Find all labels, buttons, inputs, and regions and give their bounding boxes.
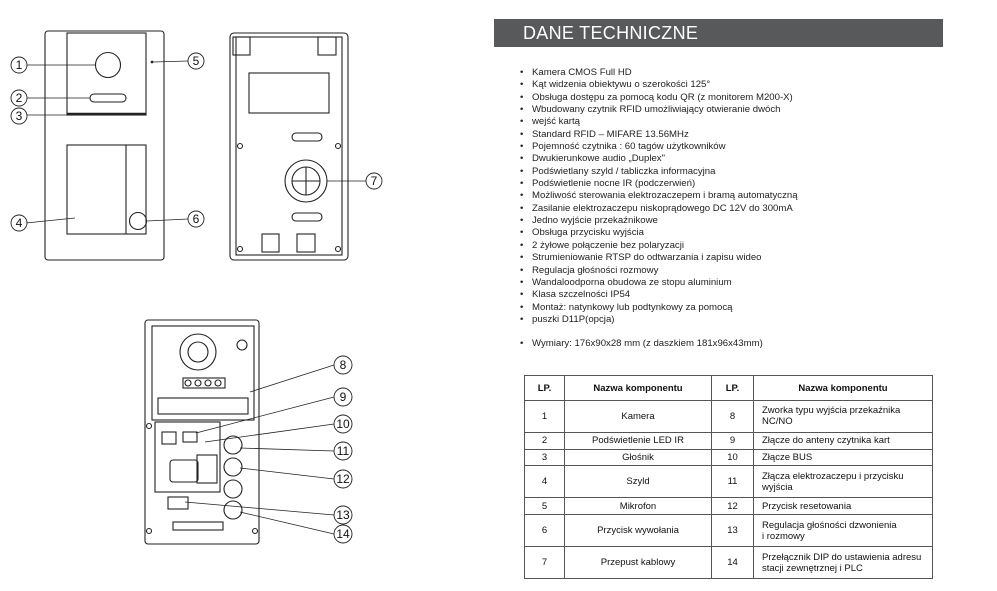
spec-item: • Dwukierunkowe audio „Duplex" — [520, 153, 940, 165]
table-header-row — [525, 376, 933, 401]
table-cell-component: Złącze do anteny czytnika kart — [754, 432, 933, 449]
table-cell-number: 7 — [525, 547, 565, 579]
column-header-lp: LP. — [712, 376, 754, 401]
table-cell-number: 9 — [712, 432, 754, 449]
table-cell-component: Podświetlenie LED IR — [565, 432, 712, 449]
internal-view-drawing — [145, 320, 259, 544]
table-cell-number: 4 — [525, 466, 565, 498]
table-cell-component: Głośnik — [565, 449, 712, 466]
spec-item: • Regulacja głośności rozmowy — [520, 265, 940, 277]
spec-item: • Wandaloodporna obudowa ze stopu aluminium — [520, 277, 940, 289]
svg-text:5: 5 — [192, 54, 200, 68]
table-body — [525, 401, 933, 579]
spec-item: • Kąt widzenia obiektywu o szerokości 125° — [520, 79, 940, 91]
spec-item: • Klasa szczelności IP54 — [520, 289, 940, 301]
back-view-drawing — [230, 33, 348, 260]
spec-item-continuation: • puszki D11P(opcja) — [520, 314, 940, 326]
callout-8 — [334, 356, 352, 374]
svg-text:7: 7 — [370, 174, 378, 188]
callout-12 — [334, 470, 352, 488]
svg-text:9: 9 — [339, 390, 347, 404]
table-row — [525, 432, 933, 449]
spec-item: • Obsługa dostępu za pomocą kodu QR (z monitorem M200-X) — [520, 92, 940, 104]
callout-3 — [11, 108, 27, 124]
table-cell-number: 11 — [712, 466, 754, 498]
table-cell-number: 1 — [525, 401, 565, 433]
svg-text:3: 3 — [15, 109, 23, 123]
callout-14 — [334, 525, 352, 543]
table-cell-number: 3 — [525, 449, 565, 466]
table-cell-number: 5 — [525, 498, 565, 515]
spec-item-continuation: • wejść kartą — [520, 116, 940, 128]
spec-item: • Zasilanie elektrozaczepu niskoprądowego DC 12V do 300mA — [520, 203, 940, 215]
table-cell-component: Przycisk resetowania — [754, 498, 933, 515]
callout-9 — [334, 388, 352, 406]
spec-item: • Kamera CMOS Full HD — [520, 67, 940, 79]
table-row — [525, 401, 933, 433]
table-cell-component: Złącze BUS — [754, 449, 933, 466]
table-cell-component: Szyld — [565, 466, 712, 498]
spec-item: • Podświetlany szyld / tabliczka informacyjna — [520, 166, 940, 178]
svg-text:12: 12 — [336, 472, 350, 486]
column-header-lp: LP. — [525, 376, 565, 401]
callout-1 — [11, 57, 27, 73]
spec-item: • Możliwość sterowania elektrozaczepem i bramą automatyczną — [520, 190, 940, 202]
table-row — [525, 449, 933, 466]
table-cell-component: Złącza elektrozaczepu i przycisku wyjścia — [754, 466, 933, 498]
spec-list — [520, 67, 940, 351]
svg-text:8: 8 — [339, 358, 347, 372]
spec-item: • Obsługa przycisku wyjścia — [520, 227, 940, 239]
table-row — [525, 466, 933, 498]
column-header-name: Nazwa komponentu — [754, 376, 933, 401]
callout-13 — [334, 506, 352, 524]
svg-text:6: 6 — [192, 212, 200, 226]
table-cell-component: Przełącznik DIP do ustawienia adresu stacji zewnętrznej i PLC — [754, 547, 933, 579]
table-cell-number: 12 — [712, 498, 754, 515]
table-cell-component: Przycisk wywołania — [565, 515, 712, 547]
callout-2 — [11, 90, 27, 106]
svg-text:1: 1 — [15, 58, 23, 72]
svg-text:14: 14 — [336, 527, 350, 541]
table-cell-number: 13 — [712, 515, 754, 547]
table-cell-component: Kamera — [565, 401, 712, 433]
spec-item: • Montaż: natynkowy lub podtynkowy za pomocą — [520, 302, 940, 314]
svg-text:10: 10 — [336, 417, 350, 431]
table-cell-number: 8 — [712, 401, 754, 433]
spec-item: • Pojemność czytnika : 60 tagów użytkowników — [520, 141, 940, 153]
spec-item: • Standard RFID – MIFARE 13.56MHz — [520, 129, 940, 141]
spec-item: • 2 żyłowe połączenie bez polaryzacji — [520, 240, 940, 252]
table-cell-component: Mikrofon — [565, 498, 712, 515]
table-cell-number: 14 — [712, 547, 754, 579]
spec-item: • Jedno wyjście przekaźnikowe — [520, 215, 940, 227]
section-title: DANE TECHNICZNE — [494, 19, 943, 47]
callout-4 — [11, 215, 27, 231]
table-row — [525, 547, 933, 579]
svg-text:4: 4 — [15, 216, 23, 230]
table-cell-component: Regulacja głośności dzwonienia i rozmowy — [754, 515, 933, 547]
spec-item-dimensions: • Wymiary: 176x90x28 mm (z daszkiem 181x96x43mm) — [520, 338, 940, 350]
callout-10 — [334, 415, 352, 433]
callout-5 — [188, 53, 204, 69]
components-table — [524, 375, 933, 579]
table-row — [525, 515, 933, 547]
spec-item: • Podświetlenie nocne IR (podczerwień) — [520, 178, 940, 190]
device-drawings — [0, 0, 480, 591]
table-cell-number: 10 — [712, 449, 754, 466]
table-row — [525, 498, 933, 515]
callout-6 — [188, 211, 204, 227]
callout-11 — [334, 442, 352, 460]
table-cell-component: Zworka typu wyjścia przekaźnika NC/NO — [754, 401, 933, 433]
callout-7 — [366, 173, 382, 189]
table-cell-number: 2 — [525, 432, 565, 449]
table-cell-number: 6 — [525, 515, 565, 547]
svg-text:13: 13 — [336, 508, 350, 522]
svg-text:11: 11 — [336, 444, 350, 458]
svg-text:2: 2 — [15, 91, 23, 105]
table-cell-component: Przepust kablowy — [565, 547, 712, 579]
spec-item: • Wbudowany czytnik RFID umożliwiający otwieranie dwóch — [520, 104, 940, 116]
spec-item: • Strumieniowanie RTSP do odtwarzania i zapisu wideo — [520, 252, 940, 264]
column-header-name: Nazwa komponentu — [565, 376, 712, 401]
